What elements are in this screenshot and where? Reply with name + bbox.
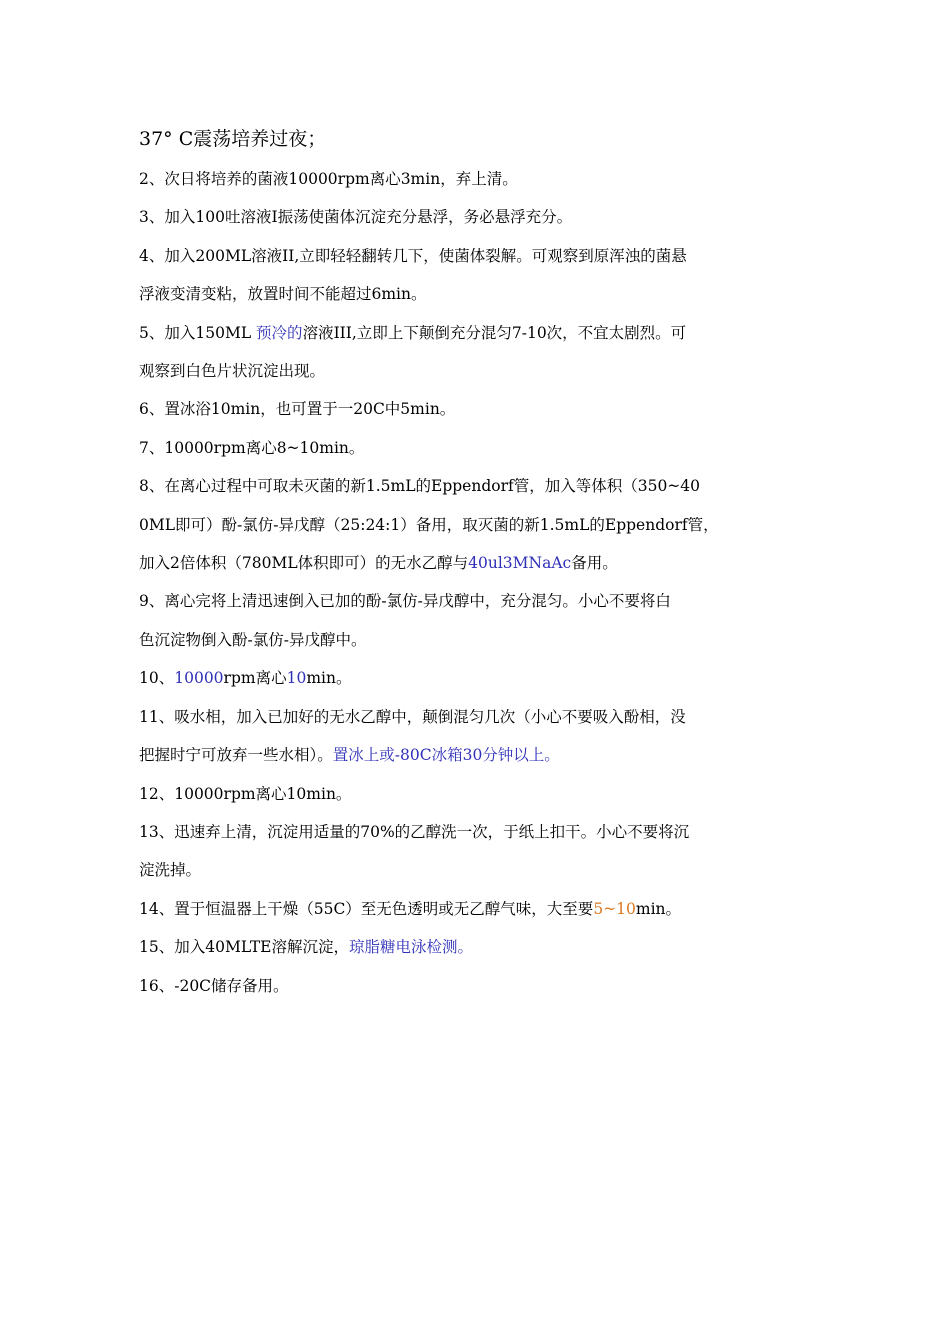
step-text: 5、加入150ML	[139, 323, 257, 342]
step-line	[139, 314, 829, 352]
step-text: 16、-20C储存备用。	[139, 976, 289, 995]
step-text: 淀洗掉。	[139, 861, 202, 880]
step-text: min。	[306, 669, 352, 688]
step-line	[139, 275, 829, 313]
step-text: 11、吸水相，加入已加好的无水乙醇中，颠倒混匀几次（小心不要吸入酚相，没	[139, 707, 686, 726]
step-text: 观察到白色片状沉淀出现。	[139, 362, 326, 381]
highlighted-text: 10	[286, 669, 307, 688]
step-text: 浮液变清变粘，放置时间不能超过6min。	[139, 285, 427, 304]
step-text: 9、离心完将上清迅速倒入已加的酚-氯仿-异戊醇中，充分混匀。小心不要将白	[139, 592, 671, 611]
highlighted-text: 预冷的	[256, 323, 303, 342]
step-text: 3、加入100吐溶液I振荡使菌体沉淀充分悬浮，务必悬浮充分。	[139, 208, 573, 227]
step-line	[139, 928, 829, 966]
step-line	[139, 851, 829, 889]
protocol-steps	[139, 160, 829, 1005]
step-text: 把握时宁可放弃一些水相）。	[139, 746, 333, 765]
step-text: 色沉淀物倒入酚-氯仿-异戊醇中。	[139, 630, 367, 649]
step-line	[139, 582, 829, 620]
step-text: 15、加入40MLTE溶解沉淀，	[139, 938, 349, 957]
step-text: 7、10000rpm离心8~10min。	[139, 438, 365, 457]
step-line	[139, 237, 829, 275]
highlighted-text: 10000	[174, 669, 224, 688]
step-line	[139, 160, 829, 198]
step-line	[139, 775, 829, 813]
step-line	[139, 967, 829, 1005]
step-text: min。	[635, 899, 682, 918]
highlighted-text: 5~10	[593, 899, 636, 918]
step-line	[139, 890, 829, 928]
step-text: rpm离心	[223, 669, 287, 688]
step-line	[139, 467, 829, 505]
highlighted-text: 琼脂糖电泳检测。	[349, 938, 474, 957]
step-line	[139, 659, 829, 697]
highlighted-text: 置冰上或-80C冰箱30分钟以上。	[332, 746, 560, 765]
step-text: 4、加入200ML溶液II,立即轻轻翻转几下，使菌体裂解。可观察到原浑浊的菌悬	[139, 246, 687, 265]
step-line	[139, 621, 829, 659]
step-line	[139, 352, 829, 390]
step-line	[139, 429, 829, 467]
step-text: 13、迅速弃上清，沉淀用适量的70%的乙醇洗一次，于纸上扣干。小心不要将沉	[139, 822, 690, 841]
step-text: 6、置冰浴10min，也可置于一20C中5min。	[139, 400, 456, 419]
step-text: 2、次日将培养的菌液10000rpm离心3min，弃上清。	[139, 170, 518, 188]
step-line	[139, 698, 829, 736]
step-line	[139, 813, 829, 851]
protocol-heading: 37° C震荡培养过夜；	[139, 128, 327, 150]
highlighted-text: 40ul3MNaAc	[468, 554, 572, 573]
step-text: 12、10000rpm离心10min。	[139, 784, 352, 803]
step-text: 0ML即可）酚-氯仿-异戊醇（25:24:1）备用，取灭菌的新1.5mL的Eppendorf管，	[139, 515, 719, 534]
protocol-text	[139, 122, 829, 1005]
step-text: 加入2倍体积（780ML体积即可）的无水乙醇与	[139, 554, 469, 573]
step-text: 备用。	[571, 554, 618, 573]
step-text: 8、在离心过程中可取未灭菌的新1.5mL的Eppendorf管，加入等体积（350~40	[139, 477, 701, 496]
step-text: 10、	[139, 669, 175, 688]
step-text: 溶液III,立即上下颠倒充分混匀7-10次，不宜太剧烈。可	[302, 323, 687, 342]
step-line	[139, 390, 829, 428]
step-line	[139, 506, 829, 544]
step-text: 14、置于恒温器上干燥（55C）至无色透明或无乙醇气味，大至要	[139, 899, 594, 918]
step-line	[139, 544, 829, 582]
step-line	[139, 736, 829, 774]
step-line	[139, 198, 829, 236]
